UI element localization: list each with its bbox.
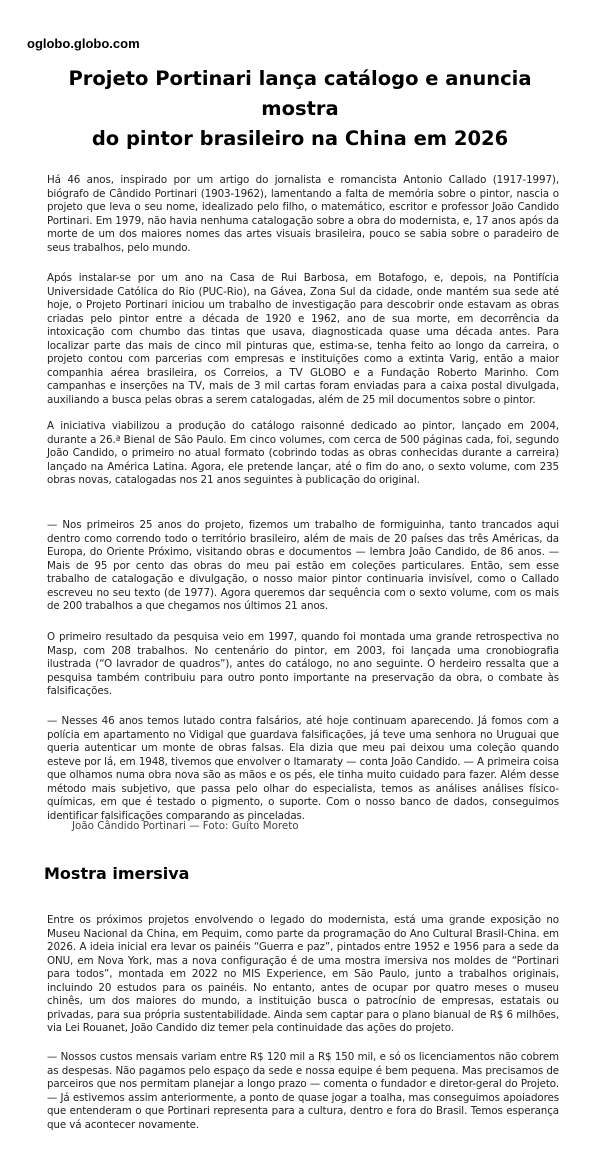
- article-paragraph-6: — Nesses 46 anos temos lutado contra falsários, até hoje continuam aparecendo. Já fomos com a polícia em apartamento no Vidigal que guardava falsificações, já teve uma senhora no Uruguai que queria autenticar um monte de obras falsas. Ela dizia que meu pai deixou uma coleção quando esteve por lá, em 1948, tivemos que envolver o Itamaraty — conta João Candido. — A primeira coisa que olhamos numa obra nova são as mãos e os pés, ele tinha muito cuidado para fazer. Além desse método mais subjetivo, que passa pelo olhar do especialista, temos as análises análises físico-químicas, em que é testado o pigmento, o suporte. Com o nosso banco de dados, conseguimos identificar falsificações comparando as pinceladas.: [47, 715, 559, 822]
- article-paragraph-2: Após instalar-se por um ano na Casa de Rui Barbosa, em Botafogo, e, depois, na Pontifícia Universidade Católica do Rio (PUC-Rio), na Gávea, Zona Sul da cidade, onde mantém sua sede até hoje, o Projeto Portinari iniciou um trabalho de investigação para descobrir onde estavam as obras criadas pelo pintor entre a década de 1920 e 1962, ano de sua morte, em decorrência da intoxicação com chumbo das tintas que usava, diagnosticada quase uma década antes. Para localizar parte das mais de cinco mil pinturas que, estima-se, tenha feito ao longo da carreira, o projeto contou com parcerias com empresas e instituições como a extinta Varig, então a maior companhia aérea brasileira, os Correios, a TV GLOBO e a Fundação Roberto Marinho. Com campanhas e inserções na TV, mais de 3 mil cartas foram enviadas para a caixa postal divulgada, auxiliando a busca pelas obras a serem catalogadas, além de 25 mil documentos sobre o pintor.: [47, 272, 559, 406]
- site-url: oglobo.globo.com: [27, 36, 140, 51]
- article-paragraph-5: O primeiro resultado da pesquisa veio em 1997, quando foi montada uma grande retrospectiva no Masp, com 208 trabalhos. No centenário do pintor, em 2003, foi lançada uma cronobiografia ilustrada (“O lavrador de quadros”), antes do catálogo, no ano seguinte. O herdeiro ressalta que a pesquisa também contribuiu para outro ponto importante na preservação da obra, o combate às falsificações.: [47, 631, 559, 697]
- headline-line-1: Projeto Portinari lança catálogo e anuncia mostra: [68, 67, 532, 120]
- article-paragraph-7: Entre os próximos projetos envolvendo o legado do modernista, está uma grande exposição no Museu Nacional da China, em Pequim, como parte da programação do Ano Cultural Brasil-China. em 2026. A ideia inicial era levar os painéis “Guerra e paz”, pintados entre 1952 e 1956 para a sede da ONU, em Nova York, mas a nova configuração é de uma mostra imersiva nos moldes de “Portinari para todos”, montada em 2022 no MIS Experience, em São Paulo, junto a trabalhos originais, incluindo 20 estudos para os painéis. No entanto, antes de ocupar por quatro meses o museu chinês, um dos maiores do mundo, a instituição busca o patrocínio de empresas, estatais ou privadas, para sua própria sustentabilidade. Ainda sem captar para o plano bianual de R$ 6 milhões, via Lei Rouanet, João Candido diz temer pela continuidade das ações do projeto.: [47, 914, 559, 1034]
- section-subheading: Mostra imersiva: [44, 864, 190, 883]
- article-paragraph-8: — Nossos custos mensais variam entre R$ 120 mil a R$ 150 mil, e só os licenciamentos não cobrem as despesas. Não pagamos pelo espaço da sede e nossa equipe é bem pequena. Mas precisamos de parceiros que nos permitam planejar a longo prazo — comenta o fundador e diretor-geral do Projeto. — Já estivemos assim anteriormente, a ponto de quase jogar a toalha, mas conseguimos apoiadores que entenderam o que Portinari representa para a cultura, dentro e fora do Brasil. Temos esperança que vá acontecer novamente.: [47, 1051, 559, 1131]
- headline-line-2: do pintor brasileiro na China em 2026: [91, 127, 509, 150]
- article-paragraph-1: Há 46 anos, inspirado por um artigo do jornalista e romancista Antonio Callado (1917-1997), biógrafo de Cândido Portinari (1903-1962), lamentando a falta de memória sobre o pintor, nascia o projeto que leva o seu nome, idealizado pelo filho, o matemático, escritor e professor João Candido Portinari. Em 1979, não havia nenhuma catalogação sobre a obra do modernista, e, 17 anos após da morte de um dos maiores nomes das artes visuais brasileira, pouco se sabia sobre o paradeiro de seus trabalhos, pelo mundo.: [47, 174, 559, 254]
- photo-caption: João Cândido Portinari — Foto: Guito Moreto: [72, 820, 299, 832]
- headline: [30, 64, 570, 154]
- article-paragraph-4: — Nos primeiros 25 anos do projeto, fizemos um trabalho de formiguinha, tanto trancados aqui dentro como correndo todo o território brasileiro, além de mais de 20 países das três Américas, da Europa, do Oriente Próximo, visitando obras e documentos — lembra João Candido, de 86 anos. — Mais de 95 por cento das obras do meu pai estão em coleções particulares. Então, sem esse trabalho de catalogação e divulgação, o nosso maior pintor continuaria invisível, como o Callado escreveu no seu texto (de 1977). Agora queremos dar sequência com o sexto volume, com os mais de 200 trabalhos a que chegamos nos últimos 21 anos.: [47, 519, 559, 612]
- article-paragraph-3: A iniciativa viabilizou a produção do catálogo raisonné dedicado ao pintor, lançado em 2004, durante a 26.ª Bienal de São Paulo. Em cinco volumes, com cerca de 500 páginas cada, foi, segundo João Candido, o primeiro no atual formato (cobrindo todas as obras conhecidas durante a carreira) lançado na América Latina. Agora, ele pretende lançar, até o fim do ano, o sexto volume, com 235 obras novas, catalogadas nos 21 anos seguintes à publicação do original.: [47, 420, 559, 486]
